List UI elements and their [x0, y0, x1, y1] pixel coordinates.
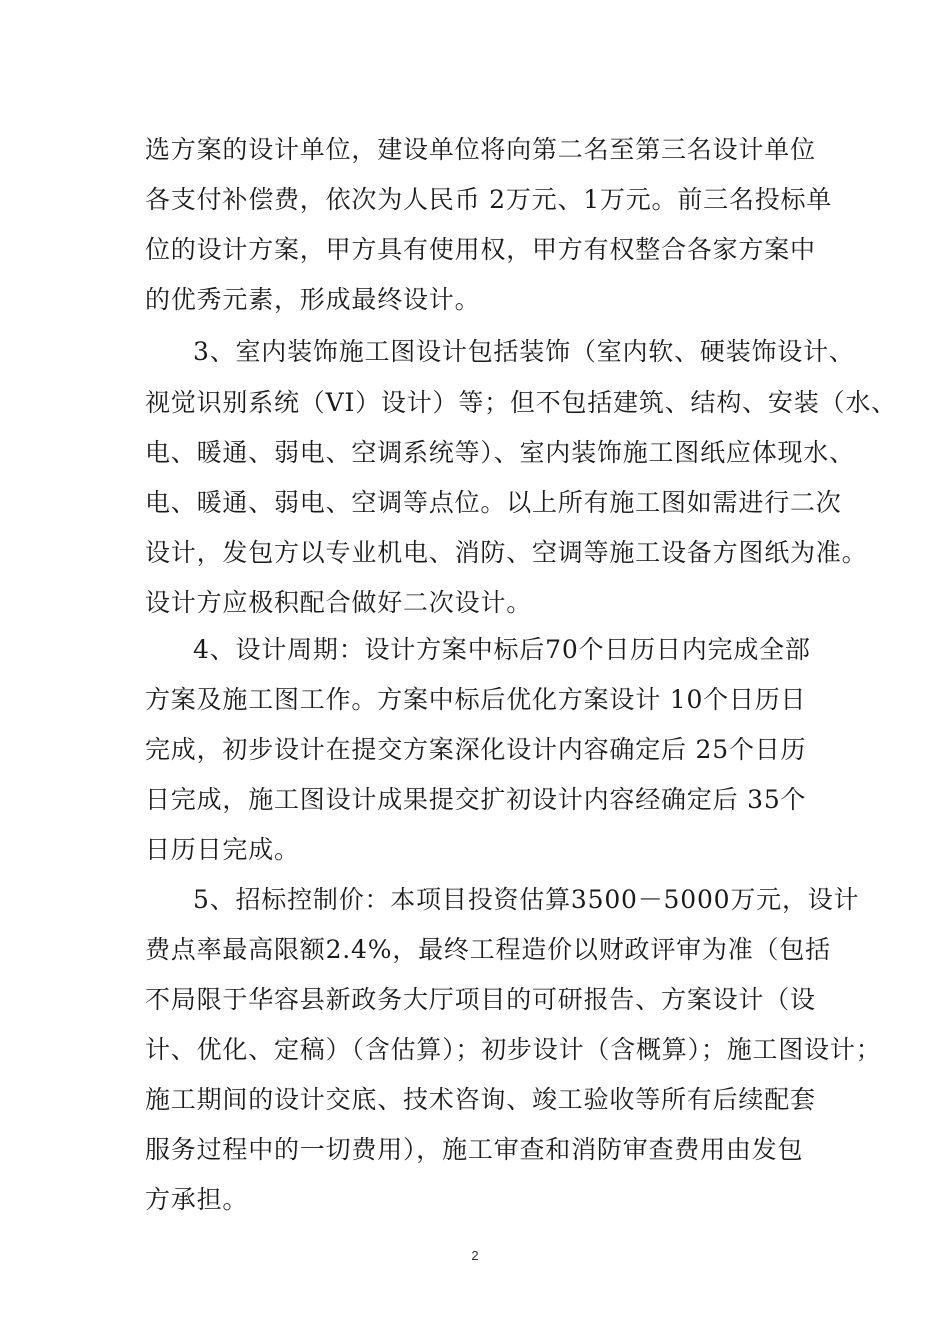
paragraph-line: 的优秀元素，形成最终设计。	[145, 285, 481, 314]
paragraph-line: 设计方应极积配合做好二次设计。	[145, 588, 533, 617]
paragraph-line: 方承担。	[145, 1185, 249, 1214]
paragraph-line: 3、室内装饰施工图设计包括装饰（室内软、硬装饰设计、	[193, 337, 855, 366]
paragraph-line: 位的设计方案，甲方具有使用权，甲方有权整合各家方案中	[145, 235, 816, 264]
paragraph-line: 施工期间的设计交底、技术咨询、竣工验收等所有后续配套	[145, 1085, 816, 1114]
paragraph-line: 选方案的设计单位，建设单位将向第二名至第三名设计单位	[145, 135, 816, 164]
paragraph-line: 设计，发包方以专业机电、消防、空调等施工设备方图纸为准。	[145, 538, 868, 567]
paragraph-line: 5、招标控制价：本项目投资估算3500－5000万元，设计	[193, 885, 860, 914]
paragraph-line: 4、设计周期：设计方案中标后70个日历日内完成全部	[193, 635, 811, 664]
paragraph-line: 电、暖通、弱电、空调系统等）、室内装饰施工图纸应体现水、	[145, 438, 855, 467]
paragraph-line: 日完成，施工图设计成果提交扩初设计内容经确定后 35个	[145, 785, 807, 814]
paragraph-line: 费点率最高限额2.4%，最终工程造价以财政评审为准（包括	[145, 935, 831, 964]
paragraph-line: 服务过程中的一切费用），施工审查和消防审查费用由发包	[145, 1135, 804, 1164]
paragraph-line: 各支付补偿费，依次为人民币 2万元、1万元。前三名投标单	[145, 185, 833, 214]
paragraph-line: 视觉识别系统（VI）设计）等；但不包括建筑、结构、安装（水、	[145, 388, 897, 417]
paragraph-line: 方案及施工图工作。方案中标后优化方案设计 10个日历日	[145, 685, 807, 714]
paragraph-line: 计、优化、定稿）（含估算）；初步设计（含概算）；施工图设计；	[145, 1035, 882, 1064]
paragraph-line: 日历日完成。	[145, 835, 300, 864]
paragraph-line: 完成，初步设计在提交方案深化设计内容确定后 25个日历	[145, 735, 807, 764]
page-number: 2	[471, 1248, 479, 1263]
paragraph-line: 不局限于华容县新政务大厅项目的可研报告、方案设计（设	[145, 985, 816, 1014]
paragraph-line: 电、暖通、弱电、空调等点位。以上所有施工图如需进行二次	[145, 488, 842, 517]
